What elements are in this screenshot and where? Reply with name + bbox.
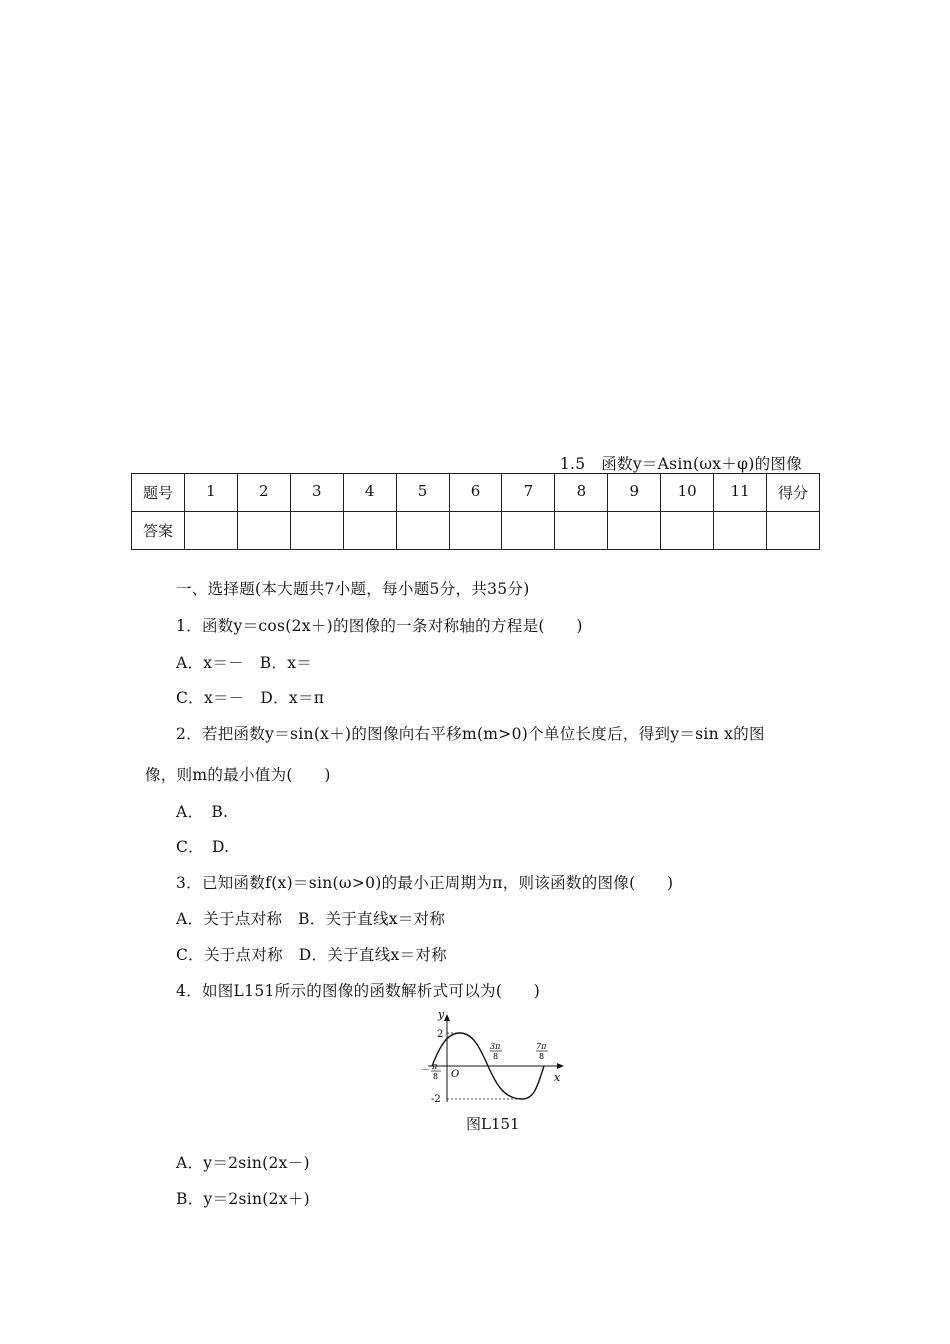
answer-cell[interactable] <box>714 512 767 550</box>
question-4-stem: 4．如图L151所示的图像的函数解析式可以为( ) <box>176 982 541 1000</box>
table-cell: 题号 <box>132 474 185 512</box>
answer-cell[interactable] <box>449 512 502 550</box>
sine-graph-figure <box>418 1006 568 1106</box>
table-cell: 4 <box>343 474 396 512</box>
figure-caption: 图L151 <box>466 1115 520 1133</box>
page-title: 1.5 函数y＝Asin(ωx＋φ)的图像 <box>559 455 802 473</box>
y-tick-2: 2 <box>437 1029 444 1040</box>
question-3-options-ab: A．关于点对称 B．关于直线x＝对称 <box>176 910 446 928</box>
question-3-stem: 3．已知函数f(x)＝sin(ω>0)的最小正周期为π，则该函数的图像( ) <box>176 874 674 892</box>
tick-3pi-num: 3π <box>490 1042 501 1051</box>
table-cell: 6 <box>449 474 502 512</box>
neg-sign: － <box>421 1066 431 1076</box>
table-cell: 9 <box>608 474 661 512</box>
table-cell: 7 <box>502 474 555 512</box>
table-cell: 11 <box>714 474 767 512</box>
table-cell: 5 <box>396 474 449 512</box>
table-row <box>132 474 820 512</box>
question-2-stem-line1: 2．若把函数y＝sin(x＋)的图像向右平移m(m>0)个单位长度后，得到y＝sin x的图 <box>176 725 765 743</box>
tick-7pi-num: 7π <box>536 1042 547 1051</box>
tick-neg-pi-num: π <box>432 1062 438 1071</box>
answer-cell[interactable] <box>661 512 714 550</box>
question-4-option-a: A．y＝2sin(2x－) <box>176 1154 310 1172</box>
question-4-option-b: B．y＝2sin(2x＋) <box>176 1190 311 1208</box>
y-axis-arrow <box>444 1014 450 1021</box>
question-3-options-cd: C．关于点对称 D．关于直线x＝对称 <box>176 946 447 964</box>
origin-label: O <box>451 1069 460 1080</box>
table-cell: 答案 <box>132 512 185 550</box>
table-cell: 10 <box>661 474 714 512</box>
answer-cell[interactable] <box>502 512 555 550</box>
table-cell: 1 <box>184 474 237 512</box>
answer-table <box>131 473 820 550</box>
table-row <box>132 512 820 550</box>
x-axis-label: x <box>554 1071 561 1084</box>
answer-cell[interactable] <box>767 512 820 550</box>
table-cell: 3 <box>290 474 343 512</box>
table-cell: 2 <box>237 474 290 512</box>
question-1-options-cd: C．x＝－ D．x＝π <box>176 689 325 707</box>
answer-cell[interactable] <box>608 512 661 550</box>
y-tick-neg-2: -2 <box>431 1094 441 1105</box>
answer-cell[interactable] <box>290 512 343 550</box>
question-1-options-ab: A．x＝－ B．x＝ <box>176 654 313 672</box>
table-cell: 得分 <box>767 474 820 512</box>
tick-3pi-den: 8 <box>493 1052 499 1061</box>
question-2-options-cd: C． D. <box>176 838 230 856</box>
table-cell: 8 <box>555 474 608 512</box>
question-1-stem: 1．函数y＝cos(2x＋)的图像的一条对称轴的方程是( ) <box>176 617 583 635</box>
answer-cell[interactable] <box>184 512 237 550</box>
x-axis-arrow <box>557 1063 564 1069</box>
question-2-stem-line2: 像，则m的最小值为( ) <box>145 766 331 784</box>
section-heading: 一、选择题(本大题共7小题，每小题5分，共35分) <box>176 580 530 598</box>
question-2-options-ab: A． B. <box>176 803 229 821</box>
tick-neg-pi-den: 8 <box>433 1072 439 1081</box>
answer-cell[interactable] <box>237 512 290 550</box>
answer-cell[interactable] <box>555 512 608 550</box>
answer-cell[interactable] <box>343 512 396 550</box>
y-axis-label: y <box>438 1008 445 1021</box>
tick-7pi-den: 8 <box>539 1052 545 1061</box>
answer-cell[interactable] <box>396 512 449 550</box>
